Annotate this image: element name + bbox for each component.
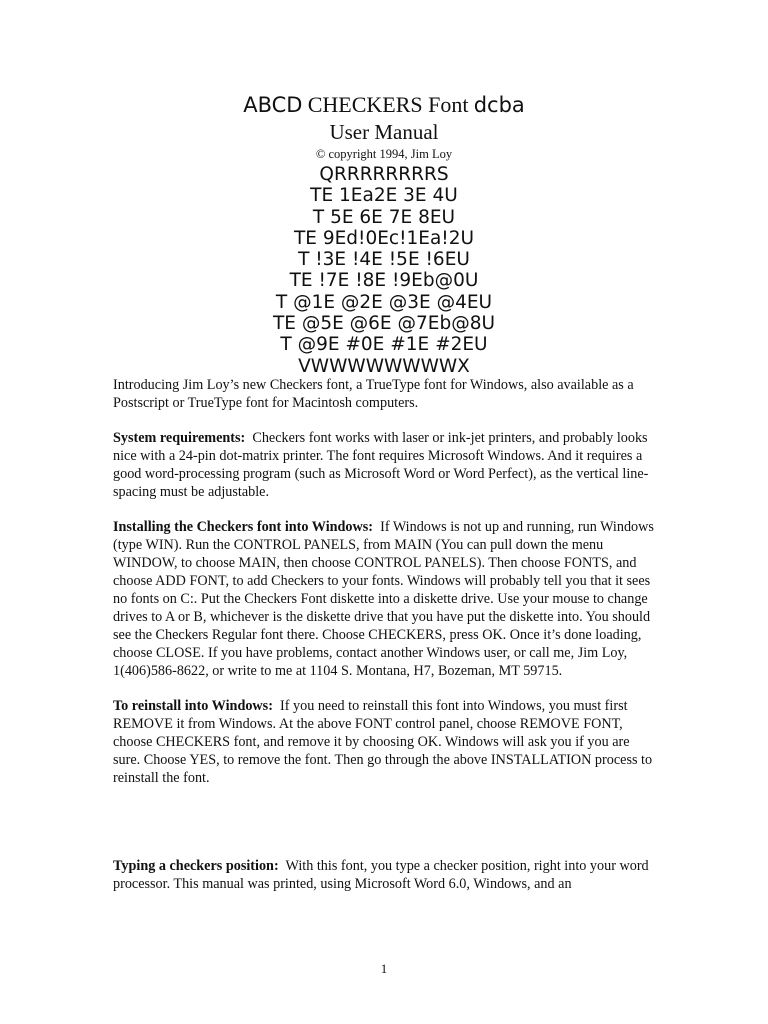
board-line: T @9E #0E #1E #2EU [280, 334, 488, 356]
typing-text: With this font, you type a checker position, right into your word processor. This manual was printed, using Microsoft Word 6.0, Windows, and an [113, 858, 649, 892]
copyright-line: © copyright 1994, Jim Loy [315, 147, 453, 161]
reinstall-paragraph [113, 697, 658, 787]
board-line: T @1E @2E @3E @4EU [275, 291, 493, 313]
typing-paragraph [113, 857, 658, 893]
intro-paragraph: Introducing Jim Loy’s new Checkers font, a TrueType font for Windows, also available as a Postscript or TrueType font for Macintosh computers. [113, 377, 634, 411]
reinstall-text: If you need to reinstall this font into Windows, you must first REMOVE it from Windows. At the above FONT control panel, choose REMOVE FONT, choose CHECKERS font, and remove it by choosing OK. Windows will ask you if you are sure. Choose YES, to remove the font. Then go through the above INSTALLATION process to reinstall the font. [113, 698, 653, 786]
system-requirements-text: Checkers font works with laser or ink-jet printers, and probably looks nice with a 24-pin dot-matrix printer. The font requires Microsoft Windows. And it requires a good word-processing program (such as Microsoft Word or Word Perfect), as the vertical line-spacing must be adjustable. [113, 430, 649, 500]
system-requirements-paragraph [113, 429, 658, 501]
document-body [113, 376, 658, 910]
system-requirements-heading: System requirements: [113, 430, 246, 446]
board-line: T !3E !4E !5E !6EU [298, 249, 470, 271]
page-number: 1 [380, 961, 388, 976]
board-line: VWWWWWWWWX [298, 355, 470, 377]
board-line: TE @5E @6E @7Eb@8U [272, 313, 496, 335]
board-line: TE 1Ea2E 3E 4U [310, 185, 458, 207]
board-line: T 5E 6E 7E 8EU [312, 206, 456, 228]
board-line: QRRRRRRRRS [319, 164, 449, 185]
board-line: TE !7E !8E !9Eb@0U [289, 270, 479, 292]
installing-paragraph [113, 518, 658, 680]
page-title [0, 92, 768, 118]
board-line: TE 9Ed!0Ec!1Ea!2U [293, 227, 475, 249]
reinstall-heading: To reinstall into Windows: [113, 698, 273, 714]
checkers-board-sample [0, 164, 768, 377]
installing-heading: Installing the Checkers font into Windows: [113, 519, 374, 535]
title-right-glyphs: dcba [473, 93, 525, 117]
page-subtitle: User Manual [329, 120, 439, 144]
typing-heading: Typing a checkers position: [113, 858, 279, 874]
title-text: CHECKERS Font [307, 92, 469, 117]
installing-text: If Windows is not up and running, run Windows (type WIN). Run the CONTROL PANELS, from MAIN (You can pull down the menu WINDOW, to choose MAIN, then choose CONTROL PANELS). Then choose FONTS, and choose ADD FONT, to add Checkers to your fonts. Windows will probably tell you that it sees no fonts on C:. Put the Checkers Font diskette into a diskette drive. Use your mouse to change drives to A or B, whichever is the diskette drive that you have put the diskette into. You should see the Checkers Regular font there. Choose CHECKERS, press OK. Once it’s done loading, choose CLOSE. If you have problems, contact another Windows user, or call me, Jim Loy, 1(406)586-8622, or write to me at 1104 S. Montana, H7, Bozeman, MT 59715. [113, 519, 654, 679]
title-left-glyphs: ABCD [243, 93, 303, 117]
document-header [0, 92, 768, 377]
